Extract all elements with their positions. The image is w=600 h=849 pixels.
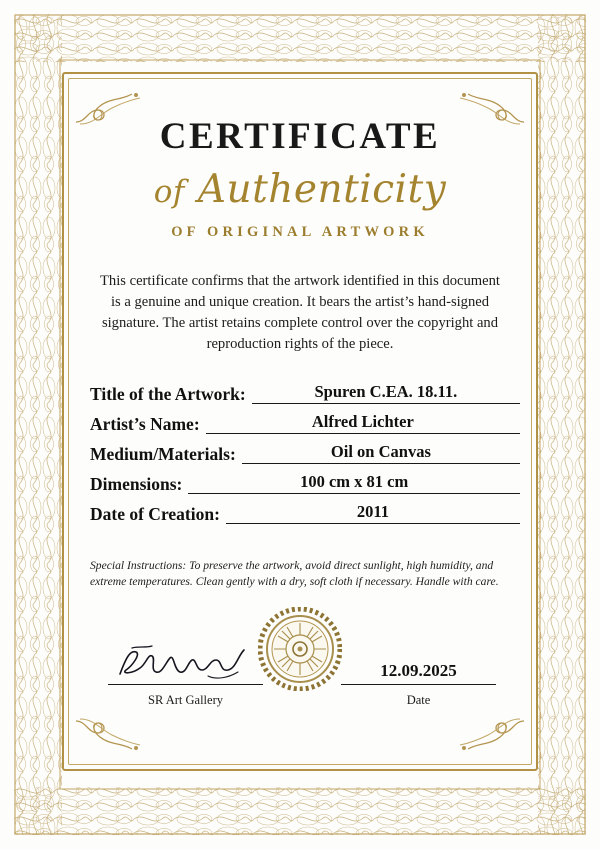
title-script-word: Authenticity (197, 166, 447, 212)
special-instructions-text: To preserve the artwork, avoid direct sunlight, high humidity, and extreme temperatures. Clean gently with a dry, soft cloth if necessary. Handle with care. (90, 559, 499, 589)
title-subtitle: OF ORIGINAL ARTWORK (171, 223, 429, 240)
seal-icon (258, 607, 342, 691)
field-row (90, 443, 520, 464)
field-label-title: Title of the Artwork: (90, 384, 246, 405)
special-instructions-label: Special Instructions: (90, 559, 187, 573)
date-caption: Date (406, 693, 431, 707)
fields-list (80, 383, 520, 524)
field-value-medium: Oil on Canvas (330, 442, 431, 462)
signature-block-left (108, 640, 263, 708)
field-value-date-creation: 2011 (356, 502, 389, 522)
intro-paragraph: This certificate confirms that the artwork identified in this document is a genuine and unique creation. It bears the artist’s hand-signed signature. The artist retains complete control over the copyright and reproduction rights of the piece. (100, 272, 500, 353)
date-line (341, 684, 496, 685)
title-script-of: of (153, 173, 185, 210)
field-row (90, 503, 520, 524)
certificate-content (80, 110, 520, 590)
field-value-date-creation-wrap (226, 503, 520, 524)
special-instructions (80, 558, 520, 590)
corner-flourish-icon (74, 717, 144, 759)
corner-flourish-icon (456, 717, 526, 759)
date-value: 12.09.2025 (380, 661, 457, 680)
handwritten-signature-icon (108, 640, 263, 684)
field-value-artist-wrap (206, 413, 520, 434)
field-value-title: Spuren C.EA. 18.11. (314, 382, 458, 402)
field-label-date-creation: Date of Creation: (90, 504, 220, 525)
field-value-medium-wrap (242, 443, 520, 464)
field-value-title-wrap (252, 383, 520, 404)
field-value-dimensions: 100 cm x 81 cm (300, 472, 409, 492)
field-label-artist: Artist’s Name: (90, 414, 200, 435)
signature-block-right (341, 640, 496, 708)
signature-caption: SR Art Gallery (148, 693, 223, 707)
field-value-artist: Alfred Lichter (311, 412, 414, 432)
page-title: CERTIFICATE (159, 116, 441, 157)
field-value-dimensions-wrap (188, 473, 520, 494)
field-row (90, 413, 520, 434)
field-label-dimensions: Dimensions: (90, 474, 183, 495)
title-script (80, 167, 520, 212)
field-label-medium: Medium/Materials: (90, 444, 236, 465)
field-row (90, 383, 520, 404)
field-row (90, 473, 520, 494)
